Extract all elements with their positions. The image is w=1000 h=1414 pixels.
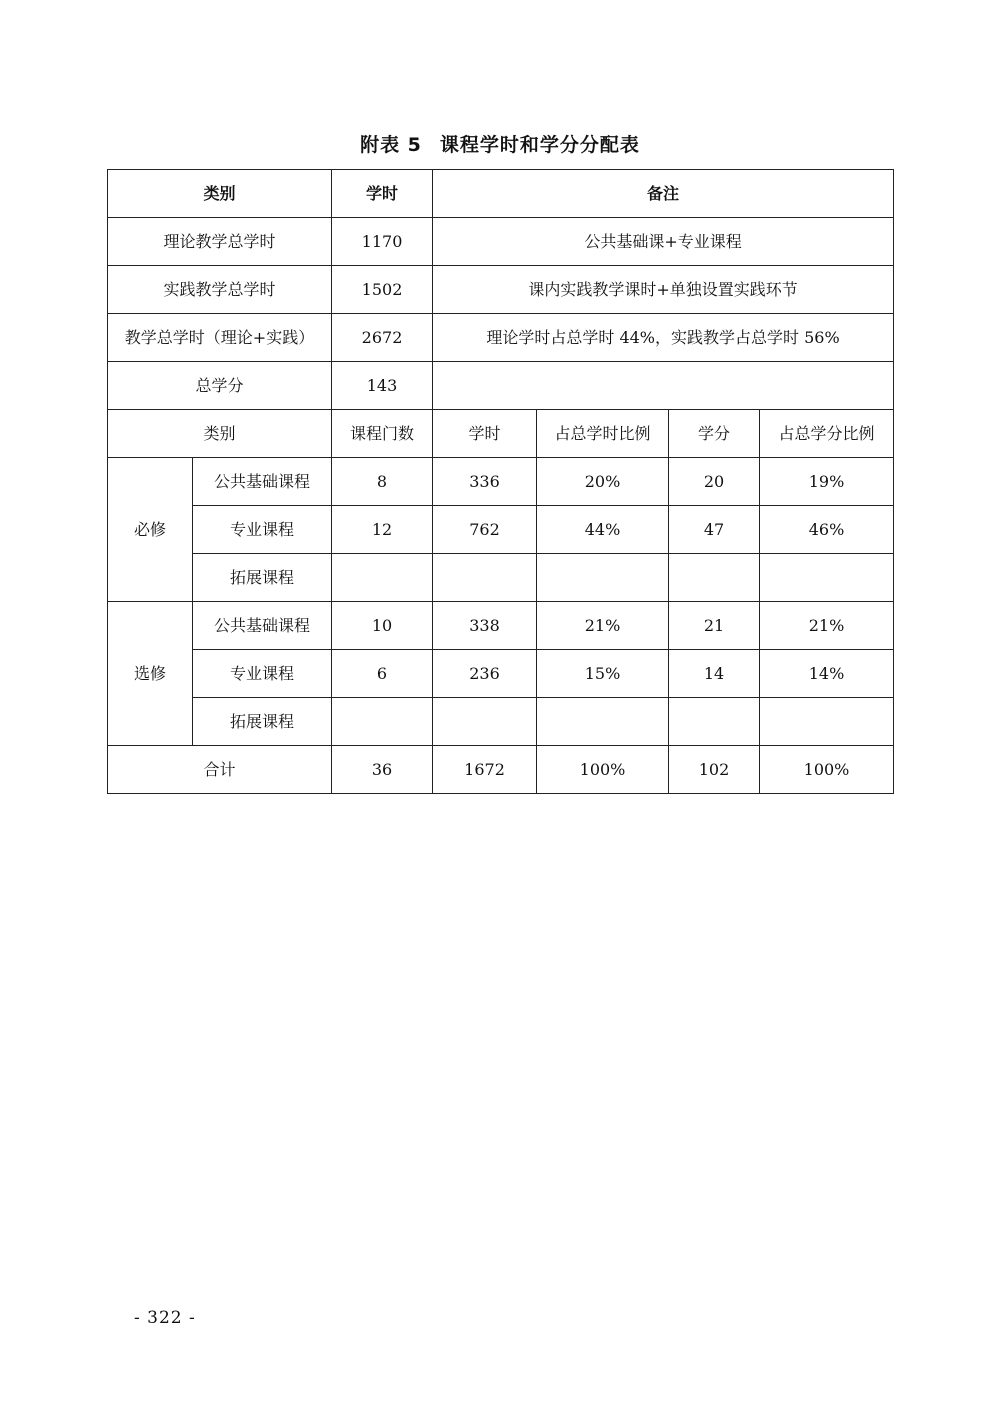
course-count-cell: 10 <box>332 602 433 650</box>
detail-header-row <box>108 410 894 458</box>
summary-category-cell: 理论教学总学时 <box>108 218 332 266</box>
table-row <box>108 458 894 506</box>
hours-ratio-cell: 20% <box>537 458 669 506</box>
detail-header-category: 类别 <box>108 410 332 458</box>
total-row <box>108 746 894 794</box>
total-credits-ratio: 100% <box>760 746 894 794</box>
group-label-required: 必修 <box>108 458 193 602</box>
table-row <box>108 602 894 650</box>
summary-remarks-cell: 理论学时占总学时 44%，实践教学占总学时 56% <box>433 314 894 362</box>
hours-ratio-cell: 21% <box>537 602 669 650</box>
summary-category-cell: 教学总学时（理论+实践） <box>108 314 332 362</box>
credits-ratio-cell: 21% <box>760 602 894 650</box>
table-row <box>108 362 894 410</box>
hours-cell <box>433 698 537 746</box>
detail-header-hours: 学时 <box>433 410 537 458</box>
credits-ratio-cell: 46% <box>760 506 894 554</box>
credits-ratio-cell: 19% <box>760 458 894 506</box>
course-count-cell: 8 <box>332 458 433 506</box>
hours-cell: 762 <box>433 506 537 554</box>
course-count-cell <box>332 554 433 602</box>
summary-hours-cell: 1170 <box>332 218 433 266</box>
table-row <box>108 218 894 266</box>
title-prefix: 附表 5 <box>360 134 422 156</box>
table-row <box>108 650 894 698</box>
credits-cell: 14 <box>669 650 760 698</box>
summary-hours-cell: 2672 <box>332 314 433 362</box>
summary-category-cell: 实践教学总学时 <box>108 266 332 314</box>
detail-header-hours-ratio: 占总学时比例 <box>537 410 669 458</box>
hours-ratio-cell: 15% <box>537 650 669 698</box>
summary-remarks-cell: 公共基础课+专业课程 <box>433 218 894 266</box>
credits-cell <box>669 698 760 746</box>
credits-cell: 20 <box>669 458 760 506</box>
table-row <box>108 266 894 314</box>
hours-ratio-cell <box>537 698 669 746</box>
hours-ratio-cell <box>537 554 669 602</box>
summary-header-remarks: 备注 <box>433 170 894 218</box>
course-type-cell: 公共基础课程 <box>193 602 332 650</box>
credits-ratio-cell <box>760 698 894 746</box>
page-number: - 322 - <box>134 1308 196 1328</box>
summary-hours-cell: 1502 <box>332 266 433 314</box>
total-credits: 102 <box>669 746 760 794</box>
hours-cell <box>433 554 537 602</box>
detail-header-credits-ratio: 占总学分比例 <box>760 410 894 458</box>
summary-hours-cell: 143 <box>332 362 433 410</box>
course-count-cell: 6 <box>332 650 433 698</box>
summary-header-category: 类别 <box>108 170 332 218</box>
table-row <box>108 698 894 746</box>
hours-cell: 336 <box>433 458 537 506</box>
course-count-cell <box>332 698 433 746</box>
total-count: 36 <box>332 746 433 794</box>
course-count-cell: 12 <box>332 506 433 554</box>
course-type-cell: 公共基础课程 <box>193 458 332 506</box>
total-hours: 1672 <box>433 746 537 794</box>
course-allocation-table <box>107 169 894 794</box>
course-type-cell: 拓展课程 <box>193 698 332 746</box>
total-hours-ratio: 100% <box>537 746 669 794</box>
credits-ratio-cell: 14% <box>760 650 894 698</box>
total-label: 合计 <box>108 746 332 794</box>
title-text: 课程学时和学分分配表 <box>439 134 640 156</box>
credits-cell: 47 <box>669 506 760 554</box>
summary-remarks-cell: 课内实践教学课时+单独设置实践环节 <box>433 266 894 314</box>
credits-cell: 21 <box>669 602 760 650</box>
summary-header-row <box>108 170 894 218</box>
course-type-cell: 专业课程 <box>193 650 332 698</box>
summary-remarks-cell <box>433 362 894 410</box>
detail-header-course-count: 课程门数 <box>332 410 433 458</box>
credits-cell <box>669 554 760 602</box>
summary-header-hours: 学时 <box>332 170 433 218</box>
group-label-elective: 选修 <box>108 602 193 746</box>
hours-ratio-cell: 44% <box>537 506 669 554</box>
hours-cell: 338 <box>433 602 537 650</box>
page-title <box>0 130 1000 157</box>
detail-header-credits: 学分 <box>669 410 760 458</box>
course-type-cell: 专业课程 <box>193 506 332 554</box>
table-row <box>108 554 894 602</box>
table-row <box>108 314 894 362</box>
table-row <box>108 506 894 554</box>
credits-ratio-cell <box>760 554 894 602</box>
hours-cell: 236 <box>433 650 537 698</box>
course-type-cell: 拓展课程 <box>193 554 332 602</box>
summary-category-cell: 总学分 <box>108 362 332 410</box>
